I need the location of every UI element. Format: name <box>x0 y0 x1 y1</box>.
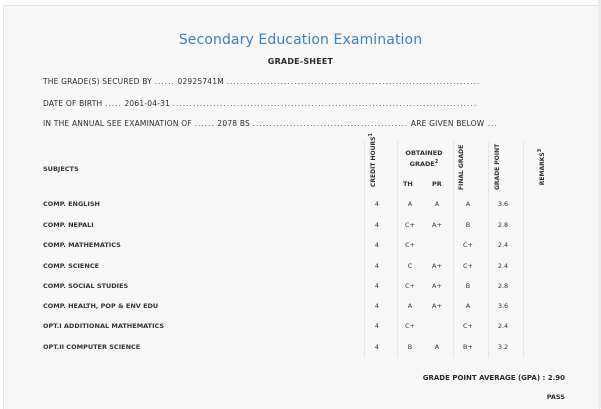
th-grade: B <box>407 343 413 351</box>
grade-point: 3.2 <box>497 343 509 351</box>
given-below-text: ARE GIVEN BELOW <box>410 119 485 128</box>
pr-grade: A+ <box>432 262 442 270</box>
credit-hours: 4 <box>374 302 380 310</box>
subject-name: COMP. ENGLISH <box>43 200 100 208</box>
subject-name: COMP. NEPALI <box>43 221 94 229</box>
table-row <box>0 316 601 336</box>
grade-point: 3.6 <box>497 302 509 310</box>
grade-point: 2.4 <box>497 322 509 330</box>
table-row <box>0 256 601 276</box>
grade-point: 2.4 <box>497 262 509 270</box>
grade-point: 3.6 <box>497 200 509 208</box>
grade-point: 2.8 <box>497 221 509 229</box>
gpa-value: 2.90 <box>547 374 565 382</box>
dob-label: DATE OF BIRTH <box>43 99 103 108</box>
exam-year: 2078 BS <box>217 119 251 128</box>
final-grade: A <box>465 302 471 310</box>
table-row <box>0 194 601 214</box>
th-grade: A <box>407 200 413 208</box>
exam-line: IN THE ANNUAL SEE EXAMINATION OF ...... 2078 BS .............................................. ARE GIVEN BELOW ... <box>43 119 498 128</box>
pr-grade: A+ <box>432 302 442 310</box>
credit-hours: 4 <box>374 322 380 330</box>
grade-point: 2.8 <box>497 282 509 290</box>
final-grade: B <box>465 282 471 290</box>
pr-grade: A <box>434 200 440 208</box>
final-grade: C+ <box>463 262 473 270</box>
secured-by-line: THE GRADE(S) SECURED BY ...... 02925741M ........................................................................... <box>43 77 481 86</box>
final-grade: B <box>465 221 471 229</box>
dob-value: 2061-04-31 <box>124 99 171 108</box>
th-grade: C+ <box>405 282 415 290</box>
header-obtained-grade: OBTAINED GRADE$^2$ <box>405 149 443 169</box>
subject-name: COMP. HEALTH, POP & ENV EDU <box>43 302 159 310</box>
final-grade: B+ <box>463 343 473 351</box>
header-final-grade: FINAL GRADE <box>458 144 465 190</box>
th-grade: A <box>407 302 413 310</box>
subject-name: OPT.II COMPUTER SCIENCE <box>43 343 141 351</box>
gpa-summary <box>423 374 565 382</box>
symbol-number: 02925741M <box>177 77 224 86</box>
table-row <box>0 337 601 357</box>
credit-hours: 4 <box>374 262 380 270</box>
credit-hours: 4 <box>374 282 380 290</box>
dob-line: DATE OF BIRTH ..... 2061-04-31 .......................................................................................... <box>43 99 478 108</box>
table-row <box>0 296 601 316</box>
grade-sheet-heading: GRADE-SHEET <box>267 57 334 66</box>
final-grade: C+ <box>463 322 473 330</box>
header-remarks: REMARKS$^3$ <box>537 148 546 186</box>
result-status: PASS <box>546 393 565 401</box>
table-row <box>0 276 601 296</box>
pr-grade: A <box>434 343 440 351</box>
credit-hours: 4 <box>374 200 380 208</box>
grade-point: 2.4 <box>497 241 509 249</box>
header-th: TH <box>403 180 413 188</box>
pr-grade: A+ <box>432 221 442 229</box>
gpa-label: GRADE POINT AVERAGE (GPA) : <box>422 374 546 382</box>
th-grade: C+ <box>405 322 415 330</box>
secured-by-label: THE GRADE(S) SECURED BY <box>43 77 152 86</box>
header-grade-point: GRADE POINT <box>494 143 501 190</box>
final-grade: C+ <box>463 241 473 249</box>
credit-hours: 4 <box>374 241 380 249</box>
subject-name: COMP. SCIENCE <box>43 262 100 270</box>
subject-name: OPT.I ADDITIONAL MATHEMATICS <box>43 322 165 330</box>
header-credit-hours: CREDIT HOURS$^1$ <box>368 133 377 187</box>
exam-label: IN THE ANNUAL SEE EXAMINATION OF <box>43 119 192 128</box>
exam-title: Secondary Education Examination <box>178 32 423 48</box>
table-row <box>0 215 601 235</box>
credit-hours: 4 <box>374 343 380 351</box>
final-grade: A <box>465 200 471 208</box>
subject-name: COMP. MATHEMATICS <box>43 241 121 249</box>
pr-grade: A+ <box>432 282 442 290</box>
th-grade: C <box>407 262 413 270</box>
table-row <box>0 235 601 255</box>
header-pr: PR <box>432 180 442 188</box>
header-subjects: SUBJECTS <box>43 165 79 173</box>
subject-name: COMP. SOCIAL STUDIES <box>43 282 129 290</box>
th-grade: C+ <box>405 221 415 229</box>
th-grade: C+ <box>405 241 415 249</box>
credit-hours: 4 <box>374 221 380 229</box>
